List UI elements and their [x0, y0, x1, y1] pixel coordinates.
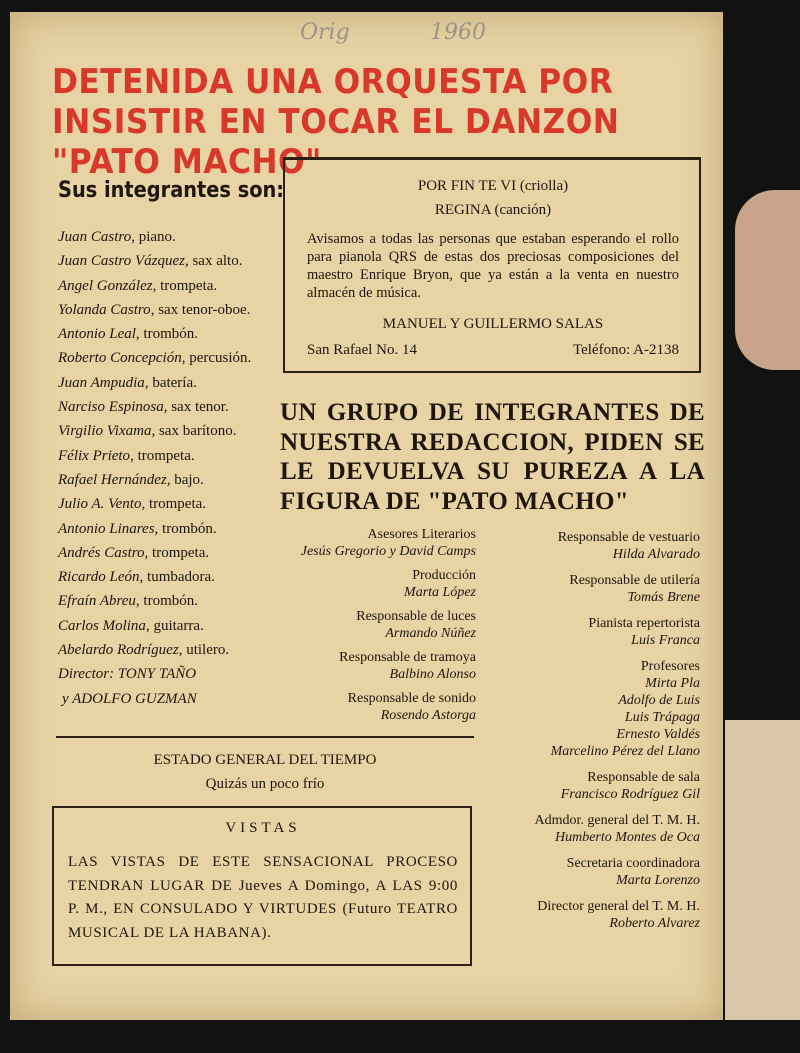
- divider: [56, 736, 474, 738]
- member-item: Juan Ampudia, batería.: [58, 374, 197, 391]
- ad-title: REGINA (canción): [434, 202, 552, 218]
- credit-person: Hilda Alvarado: [612, 547, 700, 562]
- credit-role: Secretaria coordinadora: [566, 856, 700, 871]
- member-item: Abelardo Rodríguez, utilero.: [58, 642, 230, 659]
- member-item: Narciso Espinosa, sax tenor.: [58, 399, 229, 416]
- credit-role: Profesores: [640, 659, 700, 674]
- member-item: Rafael Hernández, bajo.: [58, 471, 204, 488]
- credit-person: Luis Trápaga: [624, 710, 700, 725]
- credit-person: Mirta Pla: [645, 676, 700, 691]
- ad-address: San Rafael No. 14: [307, 342, 417, 358]
- weather-text: Quizás un poco frío: [205, 776, 325, 792]
- ad-signature: MANUEL Y GUILLERMO SALAS: [382, 316, 604, 332]
- ad-body: Avisamos a todas las personas que estaban esperando el rollo para pianola QRS de estas dos preciosas composiciones del maestro Enrique Bryon, que ya están a la venta en nuestro almacén de música.: [307, 231, 679, 301]
- member-item: Félix Prieto, trompeta.: [58, 447, 195, 464]
- credit-person: Francisco Rodríguez Gil: [560, 787, 700, 802]
- credit-person: Marcelino Pérez del Llano: [550, 744, 700, 759]
- ad-title: POR FIN TE VI (criolla): [417, 178, 569, 194]
- secondary-headline: UN GRUPO DE INTEGRANTES DE NUESTRA REDACCION, PIDEN SE LE DEVUELVA SU PUREZA A LA FIGURA DE "PATO MACHO": [280, 399, 705, 515]
- credit-role: Producción: [412, 568, 476, 583]
- member-item: Julio A. Vento, trompeta.: [58, 496, 207, 513]
- credit-person: Ernesto Valdés: [616, 727, 700, 742]
- director-line: y ADOLFO GUZMAN: [62, 690, 197, 707]
- credit-role: Responsable de sala: [587, 770, 700, 785]
- background-paper: [725, 720, 800, 1020]
- credit-person: Adolfo de Luis: [618, 693, 700, 708]
- credit-person: Luis Franca: [631, 633, 700, 648]
- credit-person: Marta López: [404, 585, 476, 600]
- credit-role: Director general del T. M. H.: [537, 899, 700, 914]
- credit-role: Responsable de tramoya: [339, 650, 476, 665]
- member-item: Juan Castro, piano.: [58, 229, 176, 245]
- member-item: Virgilio Vixama, sax barítono.: [58, 423, 237, 440]
- credit-person: Armando Núñez: [385, 626, 476, 641]
- vistas-title: VISTAS: [225, 820, 301, 836]
- credit-person: Humberto Montes de Oca: [554, 830, 700, 845]
- member-item: Antonio Leal, trombón.: [58, 326, 199, 343]
- credit-person: Tomás Brene: [627, 590, 700, 605]
- member-item: Yolanda Castro, sax tenor-oboe.: [58, 301, 251, 318]
- member-item: Angel González, trompeta.: [58, 277, 218, 294]
- director-line: Director: TONY TAÑO: [58, 666, 197, 683]
- member-item: Roberto Concepción, percusión.: [58, 350, 252, 367]
- member-item: Andrés Castro, trompeta.: [58, 544, 210, 561]
- credit-role: Admdor. general del T. M. H.: [534, 813, 700, 828]
- credit-person: Balbino Alonso: [389, 667, 476, 682]
- vistas-box: [52, 806, 472, 966]
- credits-right: [480, 529, 700, 941]
- credit-person: Marta Lorenzo: [616, 873, 700, 888]
- vistas-body: LAS VISTAS DE ESTE SENSACIONAL PROCESO TENDRAN LUGAR DE Jueves A Domingo, A LAS 9:00 P. M., EN CONSULADO Y VIRTUDES (Futuro TEATRO MUSICAL DE LA HABANA).: [68, 854, 458, 941]
- credit-role: Pianista repertorista: [588, 616, 700, 631]
- members-list: [58, 225, 251, 711]
- credits-left: [280, 526, 476, 731]
- member-item: Efraín Abreu, trombón.: [58, 593, 199, 610]
- credit-person: Roberto Alvarez: [609, 916, 700, 931]
- credit-person: Jesús Gregorio y David Camps: [300, 544, 476, 559]
- members-heading: Sus integrantes son:: [58, 178, 285, 203]
- credit-role: Asesores Literarios: [367, 527, 476, 542]
- credit-role: Responsable de luces: [356, 609, 476, 624]
- credit-role: Responsable de sonido: [347, 691, 476, 706]
- credit-role: Responsable de vestuario: [557, 530, 700, 545]
- music-store-ad: [283, 157, 701, 373]
- ad-phone: Teléfono: A-2138: [572, 342, 679, 358]
- member-item: Ricardo León, tumbadora.: [58, 569, 215, 586]
- background-hand: [735, 190, 800, 370]
- main-headline: DETENIDA UNA ORQUESTA POR INSISTIR EN TOCAR EL DANZON "PATO MACHO": [52, 62, 620, 182]
- credit-role: Responsable de utilería: [569, 573, 700, 588]
- member-item: Juan Castro Vázquez, sax alto.: [58, 253, 243, 270]
- pencil-annotation-left: Orig: [300, 20, 350, 45]
- weather-section: [56, 748, 474, 796]
- member-item: Carlos Molina, guitarra.: [58, 617, 204, 634]
- weather-title: ESTADO GENERAL DEL TIEMPO: [153, 752, 377, 768]
- pencil-annotation-right: 1960: [430, 20, 486, 45]
- member-item: Antonio Linares, trombón.: [58, 520, 217, 537]
- credit-person: Rosendo Astorga: [380, 708, 476, 723]
